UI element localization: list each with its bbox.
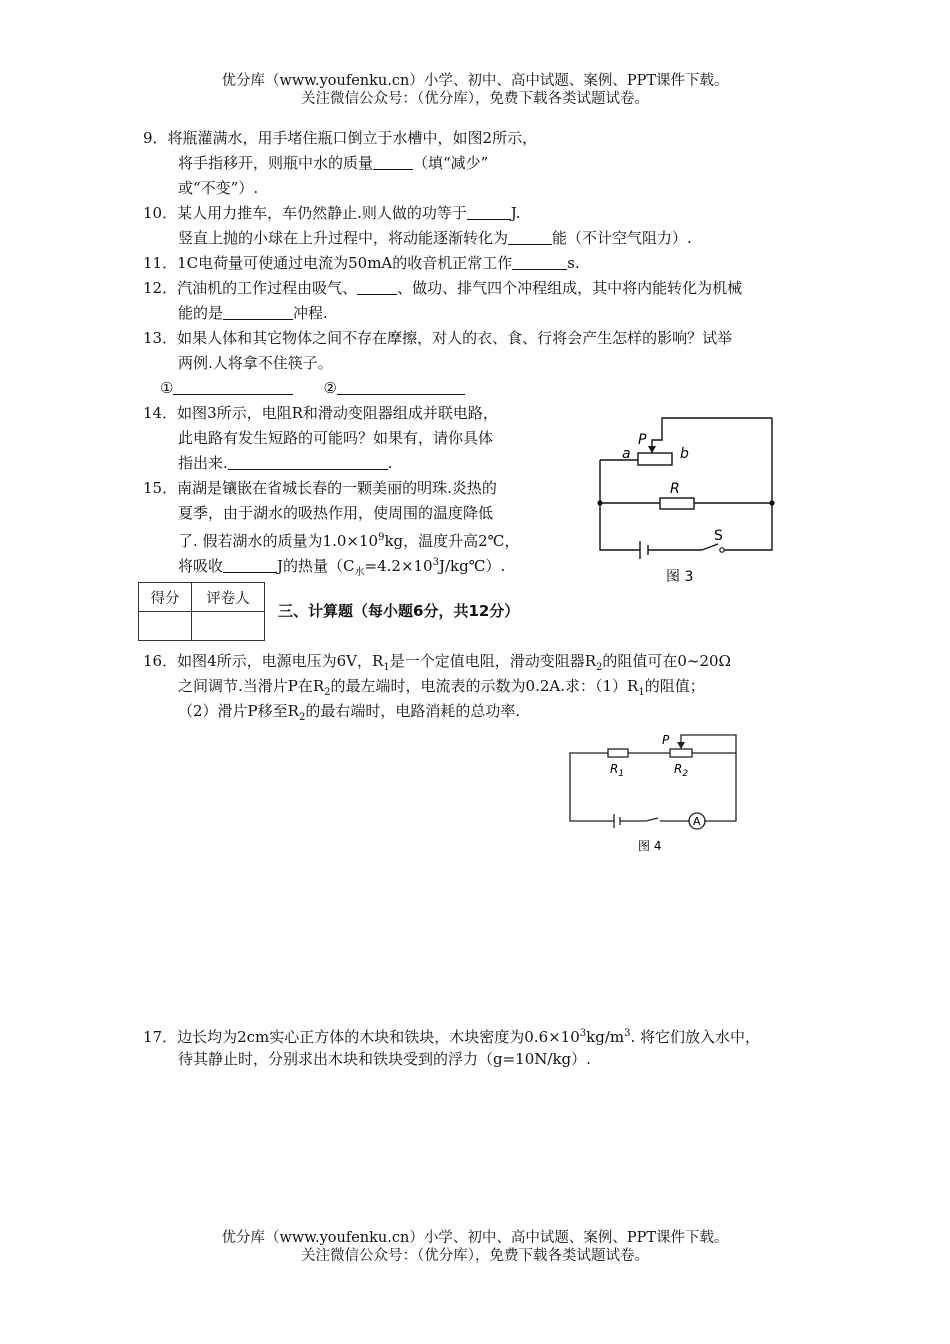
fig4-rheostat-R2 — [670, 749, 692, 757]
footer-line-2: 关注微信公众号：（优分库），免费下载各类试题试卷。 — [301, 1248, 649, 1264]
q15-line-3: 了. 假若湖水的质量为$1.0\times 10^9kg$，温度升高2℃， — [178, 532, 520, 550]
fig3-slider-arrow — [648, 446, 656, 453]
q9-line-2: 将手指移开，则瓶中水的质量 （填“减少” — [178, 154, 489, 172]
fig3-caption: 图 3 — [666, 569, 694, 585]
q15-line-4: 将吸收 J的热量$(C_水=4.2\times 10^3J/kg℃)$. — [178, 557, 506, 578]
page-footer — [0, 1229, 950, 1265]
q16-line-2: 之间调节.当滑片P在$R_2$的最左端时，电流表的示数为0.2A.求：$(1)R_1$的阻值； — [178, 677, 705, 698]
q11-number: 11． — [143, 254, 178, 272]
fig3-resistor-R — [660, 498, 694, 509]
fig3-rheostat-body — [638, 453, 672, 465]
q15-heat-blank[interactable] — [223, 557, 277, 573]
header-line-1: 优分库（www.youfenku.cn）小学、初中、高中试题、案例、PPT课件下载。 — [221, 73, 729, 89]
q14-number: 14． — [143, 404, 178, 422]
fig3-slider-wire — [652, 418, 772, 453]
q13-line-1: 13．如果人体和其它物体之间不存在摩擦，对人的衣、食、行将会产生怎样的影响？试举 — [143, 329, 733, 347]
q10-line-1: 10．某人用力推车，车仍然静止.则人做的功等于 J. — [143, 204, 521, 222]
q17-number: 17． — [143, 1028, 178, 1046]
q17-line-1: 17．边长均为2cm实心正方体的木块和铁块，木块密度为$0.6\times 10^3kg/m^3$. 将它们放入水中， — [143, 1028, 761, 1046]
q11-line: 11．1C电荷量可使通过电流为50mA的收音机正常工作 s. — [143, 254, 580, 272]
q14-line-1: 14．如图3所示，电阻R和滑动变阻器组成并联电路， — [143, 404, 498, 422]
score-cell-score[interactable] — [139, 612, 192, 641]
q13-blank-2[interactable] — [337, 379, 465, 395]
q14-answer-blank[interactable] — [228, 454, 388, 470]
q13-blank-1[interactable] — [173, 379, 293, 395]
fig3-left-wire — [600, 460, 640, 550]
q10-number: 10． — [143, 204, 178, 222]
page-header — [0, 72, 950, 108]
q13-answer-line — [160, 378, 465, 398]
fig4-right-wire — [692, 753, 736, 821]
fig4-slider-arrow — [677, 742, 685, 749]
q16-number: 16． — [143, 652, 178, 670]
q15-line-1: 15．南湖是镶嵌在省城长春的一颗美丽的明珠.炎热的 — [143, 479, 497, 497]
q9-answer-blank[interactable] — [373, 154, 413, 170]
q14-line-3: 指出来. . — [178, 454, 393, 472]
footer-line-1: 优分库（www.youfenku.cn）小学、初中、高中试题、案例、PPT课件下载。 — [221, 1230, 729, 1246]
q9-number: 9． — [143, 129, 168, 147]
figure-4-circuit — [562, 728, 747, 858]
q13-number: 13． — [143, 329, 178, 347]
fig3-junction-right — [769, 500, 774, 505]
q11-time-blank[interactable] — [512, 254, 567, 270]
q13-mark-2: ② — [323, 379, 337, 397]
fig4-ammeter-label: A — [693, 815, 701, 828]
section-3-title: 三、计算题（每小题6分，共12分） — [278, 602, 520, 620]
q14-line-2: 此电路有发生短路的可能吗？如果有，请你具体 — [178, 429, 494, 447]
q12-stroke-blank[interactable] — [357, 279, 397, 295]
fig4-label-R2: $R_2$ — [674, 762, 689, 779]
q9-line-3: 或“不变”）. — [178, 179, 259, 197]
q13-line-2: 两例.人将拿不住筷子。 — [178, 354, 333, 372]
q12-number: 12． — [143, 279, 178, 297]
q17-line-2: 待其静止时，分别求出木块和铁块受到的浮力（g=10N/kg）. — [178, 1050, 591, 1068]
score-cell-grader[interactable] — [192, 612, 265, 641]
figure-3-circuit — [590, 410, 780, 590]
score-header-score: 得分 — [139, 583, 192, 612]
q10-energy-blank[interactable] — [508, 229, 552, 245]
fig3-label-P: P — [638, 432, 647, 448]
header-line-2: 关注微信公众号：（优分库），免费下载各类试题试卷。 — [301, 91, 649, 107]
fig3-junction-left — [597, 500, 602, 505]
fig3-label-S: S — [714, 528, 723, 544]
fig4-label-P: P — [662, 733, 670, 747]
fig3-label-R: R — [670, 481, 680, 497]
score-table — [138, 582, 265, 641]
q10-line-2: 竖直上抛的小球在上升过程中，将动能逐渐转化为 能（不计空气阻力）. — [178, 229, 692, 247]
fig3-label-b: b — [680, 446, 689, 462]
fig4-left-wire — [570, 753, 614, 821]
score-header-grader: 评卷人 — [192, 583, 265, 612]
fig3-right-wire — [722, 418, 772, 550]
q9-line-1: 9．将瓶灌满水，用手堵住瓶口倒立于水槽中，如图2所示， — [143, 129, 538, 147]
q13-mark-1: ① — [160, 379, 174, 397]
fig3-label-a: a — [622, 446, 631, 462]
q12-line-2: 能的是 冲程. — [178, 304, 328, 322]
q12-power-stroke-blank[interactable] — [223, 304, 293, 320]
q16-line-3: （2）滑片P移至$R_2$的最右端时，电路消耗的总功率. — [178, 702, 521, 723]
fig4-caption: 图 4 — [638, 839, 662, 853]
fig4-label-R1: $R_1$ — [610, 762, 625, 779]
fig4-slider-wire — [681, 735, 736, 753]
fig3-switch-S — [702, 544, 718, 550]
q10-work-blank[interactable] — [467, 204, 511, 220]
q12-line-1: 12．汽油机的工作过程由吸气、 、做功、排气四个冲程组成，其中将内能转化为机械 — [143, 279, 743, 297]
fig3-switch-contact — [720, 548, 724, 552]
q16-line-1: 16．如图4所示，电源电压为6V，$R_1$是一个定值电阻，滑动变阻器$R_2$的阻值可在0~20Ω — [143, 652, 731, 673]
fig4-resistor-R1 — [608, 749, 628, 757]
fig4-switch — [646, 818, 658, 821]
q15-number: 15． — [143, 479, 178, 497]
q15-line-2: 夏季，由于湖水的吸热作用，使周围的温度降低 — [178, 504, 494, 522]
